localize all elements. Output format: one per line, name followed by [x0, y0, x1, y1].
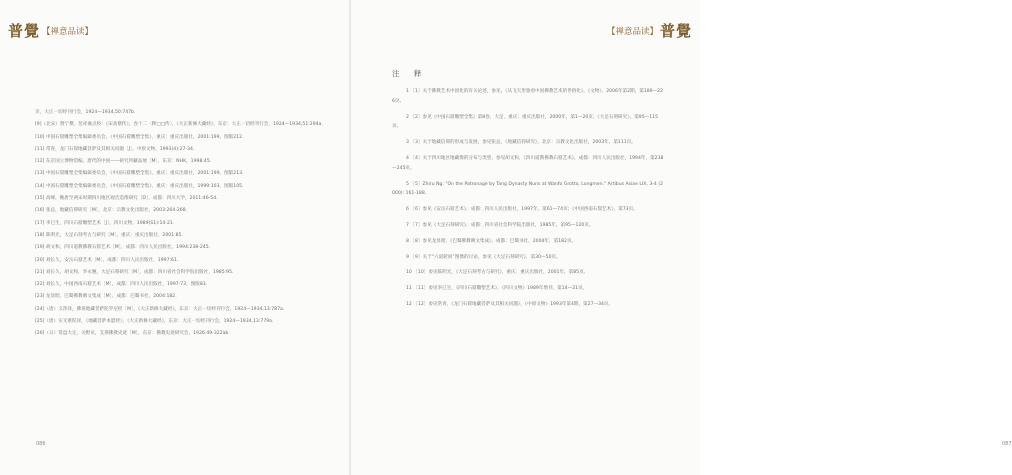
note-item: 12 ［12］参见常青，《龙门石窟地藏菩萨及其相关问题》，《中原文物》1993年第4期，第27—34页。 — [406, 301, 614, 307]
notes-list-left — [35, 108, 323, 342]
note-item: 2 ［2］参见《中国石窟雕塑全集》第8卷，大足，重庆：重庆出版社，2000年，第1—20页；《大足石刻研究》，第95—115页。 — [392, 114, 659, 130]
note-item: 4 ［4］关于四川地区地藏像的分布与类型，参见胡文和，《四川道教佛教石窟艺术》，成都：四川人民出版社，1994年，第238—245页。 — [392, 155, 664, 171]
note-item: 页，大正一切经刊行会，1924—1934,50:747b. — [35, 110, 136, 115]
note-item: 11 ［11］参见李巳生，《四川石窟雕塑艺术》，《四川文物》1989年增刊，第14—21页。 — [406, 286, 588, 292]
note-item: [25]（唐）实叉难陀译，《地藏菩萨本愿经》，《大正新修大藏经》，东京：大正一切经刊行会，1924—1934,13:779a. — [35, 319, 274, 325]
brand-logo: 普覺 — [8, 22, 41, 40]
left-page — [0, 0, 349, 475]
brand-logo: 普覺 — [659, 22, 692, 40]
note-item: [19] 胡文和，四川道教佛教石窟艺术［M］，成都：四川人民出版社，1994:238-245. — [35, 245, 211, 251]
note-item: [17] 李巳生，四川石窟雕塑艺术［J］，四川文物，1989(S1):14-21. — [35, 220, 175, 226]
note-item: 6 ［6］参见《安岳石窟艺术》，成都：四川人民出版社，1997年，第61—74页；《中国西南石窟艺术》，第73页。 — [406, 207, 638, 213]
note-item: [13] 中国石窟雕塑全集编辑委员会，《中国石窟雕塑全集》，重庆：重庆出版社，2001:199，图版213. — [35, 171, 244, 177]
brand-tag: 【禅意品读】 — [42, 26, 94, 37]
note-item: 1 ［1］关于佛教艺术中国化的有关论述，参见，《从飞天形象看中国佛教艺术的世俗化》，《文物》，2006年第2期，第189—226页。 — [392, 89, 664, 104]
note-item: [18] 陈明光，大足石刻考古与研究［M］，重庆：重庆出版社，2001:85. — [35, 232, 183, 238]
note-item: 8 ［8］参见龙显昭，《巴蜀佛教碑文集成》，成都：巴蜀书社，2004年，第182页。 — [406, 238, 577, 244]
note-item: 3 ［3］关于地藏信仰的形成与发展，参见张总，《地藏信仰研究》，北京：宗教文化出版社，2003年，第111页。 — [406, 140, 636, 146]
note-item: [22] 刘长久，中国西南石窟艺术［M］，成都：四川人民出版社，1997:73，图版83. — [35, 282, 208, 288]
note-item: 7 ［7］参见《大足石刻研究》，成都：四川省社会科学院出版社，1985年，第95—120页。 — [406, 222, 594, 228]
note-item: [24]（唐）义净译，佛说地藏菩萨陀罗尼经［M］，《大正新修大藏经》，东京：大正一切经刊行会，1924—1934,13:787a. — [35, 306, 285, 312]
note-item: 10 ［10］参见陈明光，《大足石刻考古与研究》，重庆：重庆出版社，2001年，第85页。 — [406, 270, 589, 276]
page-number-right: 087 — [1002, 441, 1012, 447]
note-item: [21] 刘长久，胡文和，李永翘，大足石刻研究［M］，成都：四川省社会科学院出版社，1985:95. — [35, 269, 234, 275]
note-item: [9]（北宋）赞宁撰，范祥雍点校：《宋高僧传》，卷十二〈释□□传〉，《大正新修大藏经》，东京：大正一切经刊行会，1924—1934,51:294a. — [35, 122, 323, 128]
page-number-left: 086 — [36, 441, 46, 447]
section-title: 注 释 — [392, 69, 428, 78]
note-item: [26]（日）常盘大定，关野贞，支那佛教史迹［M］，东京：佛教史迹研究会，1926:49-322ab. — [35, 331, 230, 337]
note-item: [15] 高峰，晚唐至两宋时期四川地区观音造像研究［D］，成都：四川大学，2011:46-54. — [35, 196, 218, 202]
note-item: [14] 中国石窟雕塑全集编辑委员会，《中国石窟雕塑全集》，重庆：重庆出版社，1999:103，图版105. — [35, 183, 244, 189]
note-item: [10] 中国石窟雕塑全集编辑委员会，《中国石窟雕塑全集》，重庆：重庆出版社，2001:199，图版212. — [35, 134, 244, 140]
header-brand-right — [607, 24, 692, 39]
note-item: [20] 刘长久，安岳石窟艺术［M］，成都：四川人民出版社，1997:61. — [35, 257, 179, 263]
note-item: [16] 张总，地藏信仰研究［M］，北京：宗教文化出版社，2003:264-268. — [35, 208, 188, 214]
note-item: [23] 龙显昭，巴蜀佛教碑文集成［M］，成都：巴蜀书社，2004:182. — [35, 294, 177, 300]
note-item: [11] 常青，龙门石窟地藏菩萨及其相关问题［J］，中原文物，1993(4):27-34. — [35, 146, 195, 152]
notes-list-right — [392, 87, 665, 316]
header-brand-left — [8, 24, 93, 39]
note-item: 5 ［5］Zhiru Ng. "On the Patronage by Tang Dynasty Nuns at Wanfo Grotto, Longmen." Artibus Asiae LIX, 3-4 (2000): 161-188. — [392, 181, 664, 197]
note-item: 9 ［9］关于“六道轮回”图像的讨论，参见《大足石刻研究》，第30—50页。 — [406, 254, 561, 260]
note-item: [12] 东京国立博物馆编，唐代的中国——研究所藏品展［M］，东京：NHK，1998:45. — [35, 159, 212, 165]
brand-tag: 【禅意品读】 — [606, 26, 658, 37]
